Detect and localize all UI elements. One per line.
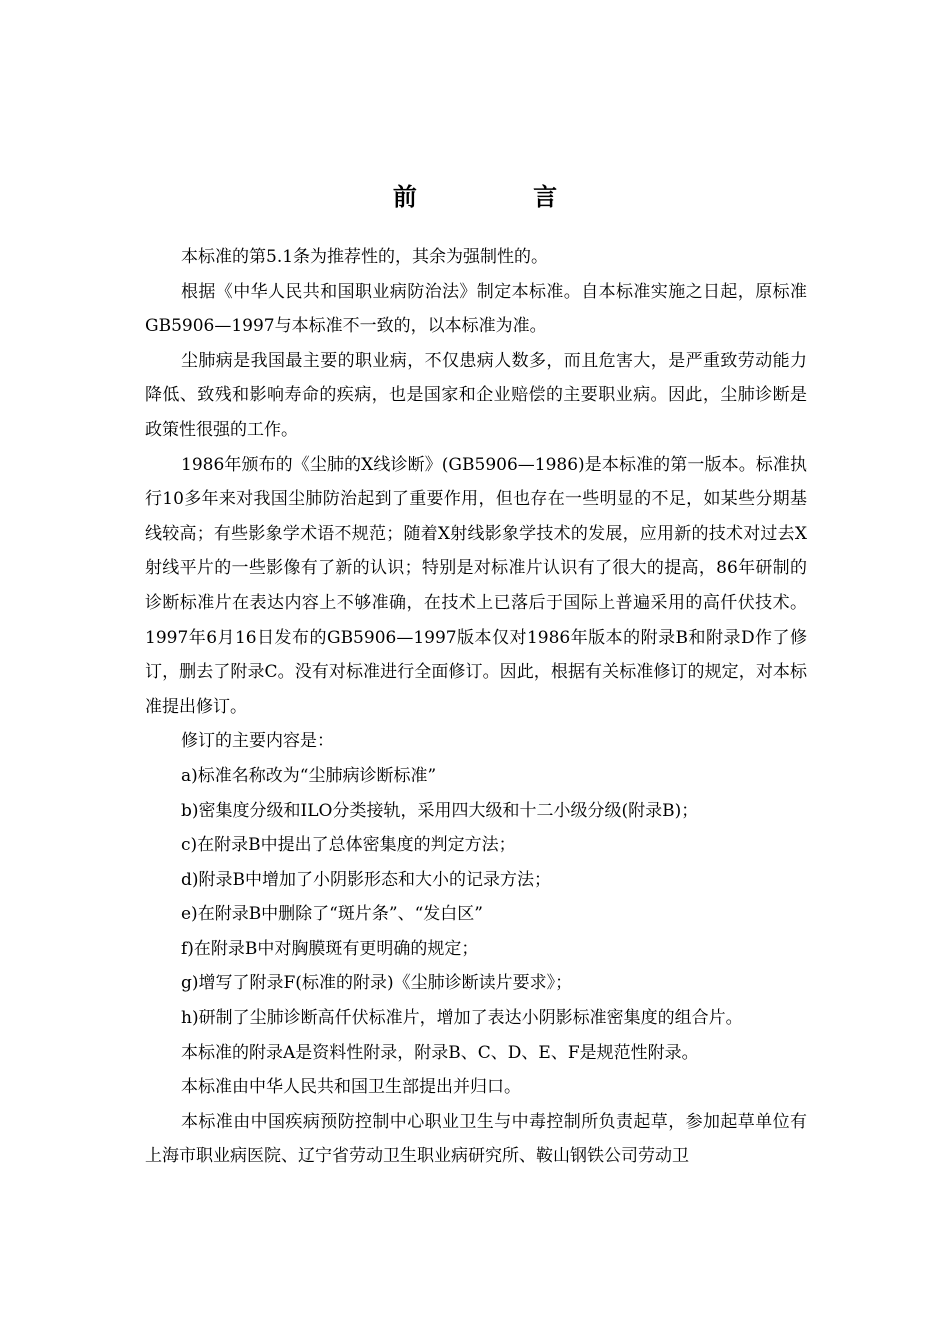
paragraph-pneumoconiosis-importance: 尘肺病是我国最主要的职业病，不仅患病人数多，而且危害大，是严重致劳动能力降低、致残和影响寿命的疾病，也是国家和企业赔偿的主要职业病。因此，尘肺诊断是政策性很强的工作。 <box>145 350 807 440</box>
paragraph-legal-basis: 根据《中华人民共和国职业病防治法》制定本标准。自本标准实施之日起，原标准GB5906—1997与本标准不一致的，以本标准为准。 <box>145 281 807 337</box>
revision-item-c: c)在附录B中提出了总体密集度的判定方法； <box>181 835 516 856</box>
revision-item-b: b)密集度分级和ILO分类接轨，采用四大级和十二小级分级(附录B)； <box>181 800 699 821</box>
paragraph-proposed-by: 本标准由中华人民共和国卫生部提出并归口。 <box>181 1077 521 1098</box>
revision-item-d: d)附录B中增加了小阴影形态和大小的记录方法； <box>181 869 552 890</box>
revision-item-a: a)标准名称改为“尘肺病诊断标准” <box>181 765 437 786</box>
revision-item-h: h)研制了尘肺诊断高仟伏标准片，增加了表达小阴影标准密集度的组合片。 <box>181 1008 743 1029</box>
document-body <box>145 240 807 1174</box>
paragraph-revision-heading: 修订的主要内容是： <box>181 731 334 752</box>
paragraph-drafting-units: 本标准由中国疾病预防控制中心职业卫生与中毒控制所负责起草，参加起草单位有上海市职业病医院、辽宁省劳动卫生职业病研究所、鞍山钢铁公司劳动卫 <box>145 1111 807 1167</box>
paragraph-history: 1986年颁布的《尘肺的X线诊断》(GB5906—1986)是本标准的第一版本。标准执行10多年来对我国尘肺防治起到了重要作用，但也存在一些明显的不足，如某些分期基线较高；有些影象学术语不规范；随着X射线影象学技术的发展，应用新的技术对过去X射线平片的一些影像有了新的认识；特别是对标准片认识有了很大的提高，86年研制的诊断标准片在表达内容上不够准确，在技术上已落后于国际上普遍采用的高仟伏技术。1997年6月16日发布的GB5906—1997版本仅对1986年版本的附录B和附录D作了修订，删去了附录C。没有对标准进行全面修订。因此，根据有关标准修订的规定，对本标准提出修订。 <box>145 454 807 717</box>
page-title: 前 言 <box>392 183 612 211</box>
revision-item-g: g)增写了附录F(标准的附录)《尘肺诊断读片要求》； <box>181 973 573 994</box>
paragraph-recommended-clause: 本标准的第5.1条为推荐性的，其余为强制性的。 <box>181 247 549 267</box>
revision-item-e: e)在附录B中删除了“斑片条”、“发白区” <box>181 904 483 925</box>
revision-item-f: f)在附录B中对胸膜斑有更明确的规定； <box>181 938 479 959</box>
paragraph-appendix-types: 本标准的附录A是资料性附录，附录B、C、D、E、F是规范性附录。 <box>181 1042 699 1063</box>
